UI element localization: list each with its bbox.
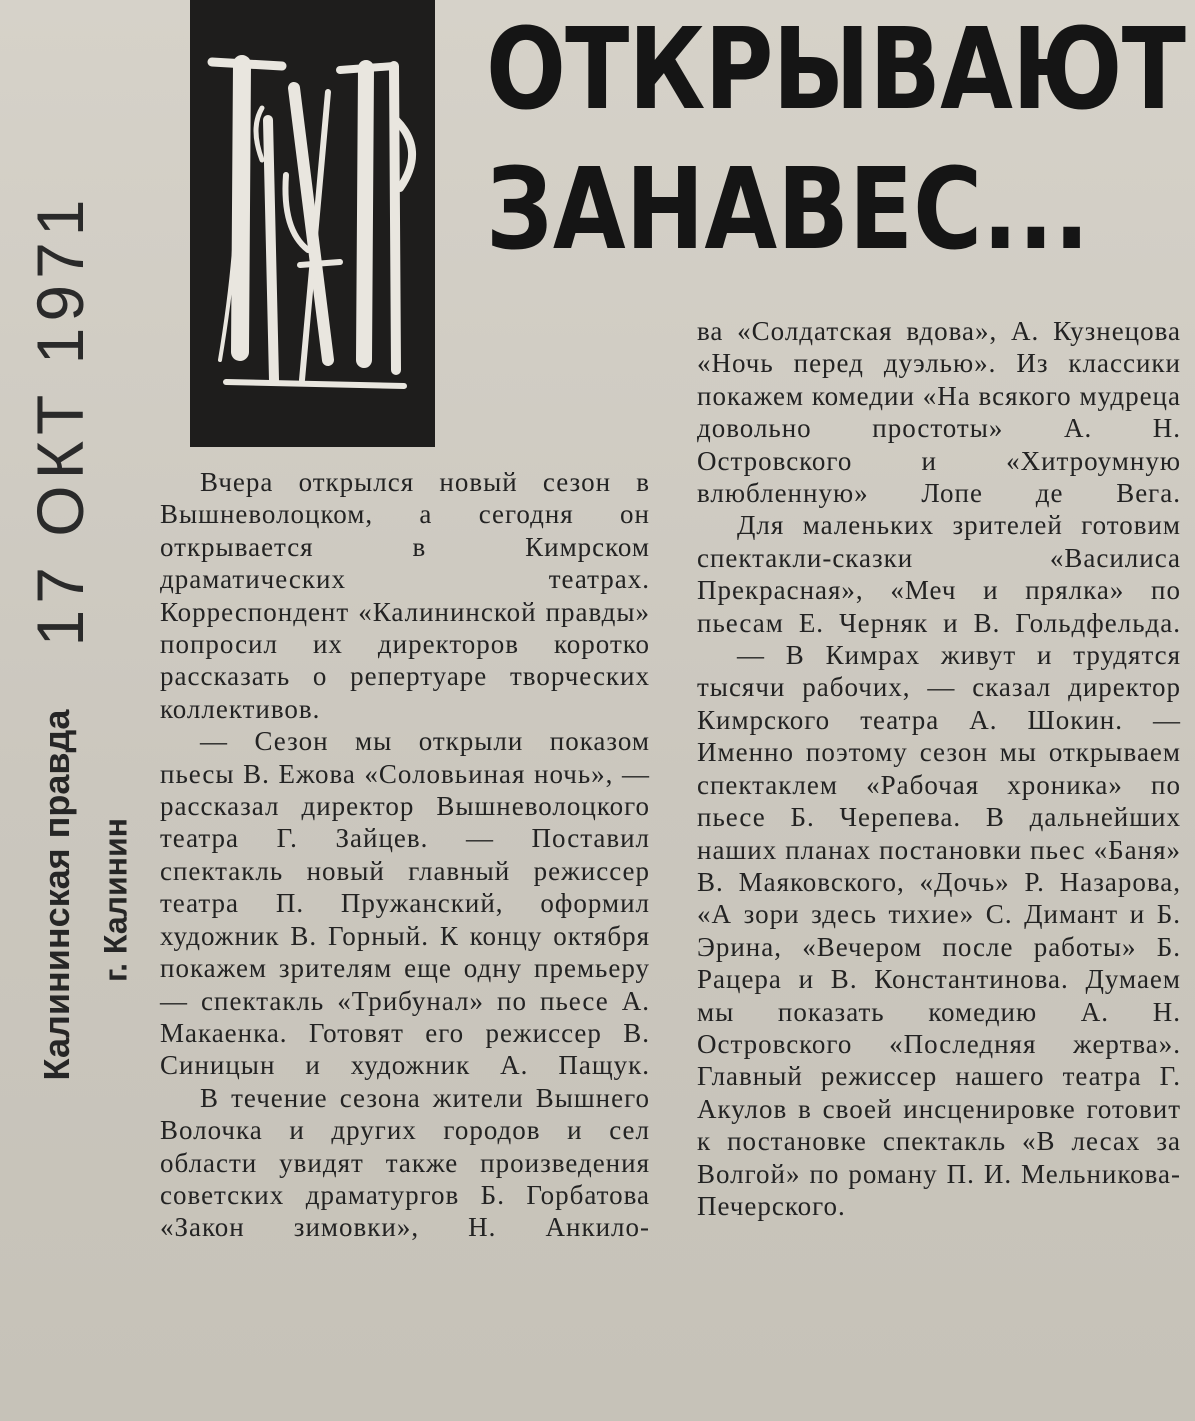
date-stamp-text: 17 ОКТ 1971: [23, 193, 97, 647]
paragraph: В течение сезона жители Вышнего Волочка и других городов и сел области увидят также произведения советских драматургов Б. Горбатова «Закон зимовки», Н. Анкило-: [160, 1082, 650, 1243]
city-stamp: [94, 780, 138, 1020]
paragraph: ва «Солдатская вдова», А. Кузнецова «Ночь перед дуэлью». Из классики покажем комедии «На всякого мудреца довольно простоты» А. Н. Островского и «Хитроумную влюбленную» Лопе де Вега.: [697, 316, 1181, 509]
paragraph: Для маленьких зрителей готовим спектакли-сказки «Василиса Прекрасная», «Меч и прялка» по пьесам Е. Черняк и В. Гольдфельда.: [697, 510, 1181, 638]
newspaper-stamp: [26, 655, 88, 1135]
paragraph: Вчера открылся новый сезон в Вышневолоцком, а сегодня он открывается в Кимрском драматических театрах. Корреспондент «Калининской правды» попросил их директоров коротко рассказать о репертуаре творческих коллективов.: [160, 467, 650, 724]
article-column-1: [160, 466, 650, 1244]
theatre-logo: [190, 0, 435, 447]
city-stamp-text: г. Калинин: [97, 818, 134, 982]
theatre-logo-graphic: [190, 0, 435, 447]
article-column-2: [697, 315, 1181, 1222]
paragraph: — Сезон мы открыли показом пьесы В. Ежова «Соловьиная ночь», — рассказал директор Вышневолоцкого театра Г. Зайцев. — Поставил спектакль новый главный режиссер театра П. Пружанский, оформил художник В. Горный. К концу октября покажем зрителям еще одну премьеру — спектакль «Трибунал» по пьесе А. Макаенка. Готовят его режиссер В. Синицын и художник А. Пащук.: [160, 726, 650, 1081]
paragraph: — В Кимрах живут и трудятся тысячи рабочих, — сказал директор Кимрского театра А. Шокин. — Именно поэтому сезон мы открываем спектаклем «Рабочая хроника» по пьесе Б. Черепева. В дальнейших наших планах постановки пьес «Баня» В. Маяковского, «Дочь» Р. Назарова, «А зори здесь тихие» С. Димант и Б. Эрина, «Вечером после работы» Б. Рацера и В. Константинова. Думаем мы показать комедию А. Н. Островского «Последняя жертва». Главный режиссер нашего театра Г. Акулов в своей инсценировке готовит к постановке спектакль «В лесах за Волгой» по роману П. И. Мельникова-Печерского.: [697, 640, 1181, 1221]
headline-line-1: ОТКРЫВАЮТ: [486, 5, 1186, 135]
headline-line-2: ЗАНАВЕС...: [486, 145, 1090, 275]
newspaper-stamp-text: Калининская правда: [36, 709, 77, 1081]
date-stamp: [20, 193, 100, 647]
